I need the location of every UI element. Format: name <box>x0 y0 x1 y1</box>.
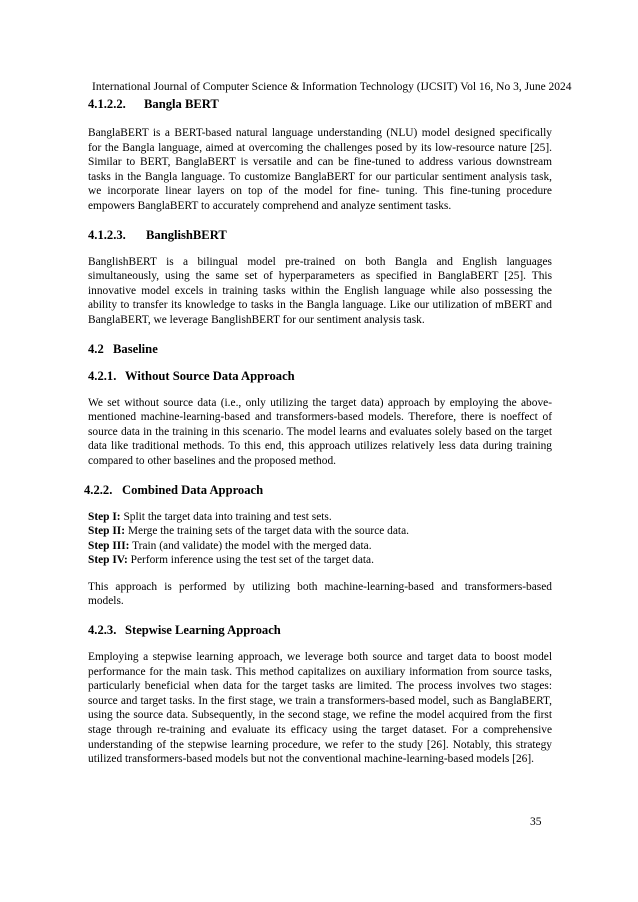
running-header: International Journal of Computer Science & Information Technology (IJCSIT) Vol 16, No 3, June 2024 <box>92 81 572 93</box>
section-heading-4-2-1 <box>88 369 552 384</box>
paragraph-banglishbert: BanglishBERT is a bilingual model pre-trained on both Bangla and English languages simultaneously, using the same set of hyperparameters as specified in BanglaBERT [25]. This innovative model excels in training tasks within the English language while also possessing the ability to transfer its knowledge to tasks in the Bangla language. Like our utilization of mBERT and BanglaBERT, we leverage BanglishBERT for our sentiment analysis task. <box>88 255 552 326</box>
section-title: Bangla BERT <box>144 97 219 111</box>
steps-list <box>88 510 552 568</box>
page-number: 35 <box>530 816 542 828</box>
step-label: Step II: <box>88 525 126 538</box>
paragraph-stepwise: Employing a stepwise learning approach, we leverage both source and target data to boost model performance for the main task. This method capitalizes on auxiliary information from source tasks, particularly beneficial when data for the target tasks are limited. The process involves two stages: source and target tasks. In the first stage, we train a transformers-based model, such as BanglaBERT, using the source data. Subsequently, in the second stage, we refine the model acquired from the first stage through re-training and evaluate its efficacy using the target dataset. For a comprehensive understanding of the stepwise learning procedure, we refer to the study [26]. Notably, this strategy utilized transformers-based models but not the conventional machine-learning-based models [26]. <box>88 651 552 766</box>
paragraph-combined: This approach is performed by utilizing both machine-learning-based and transformers-based models. <box>88 580 552 608</box>
section-heading-4-2 <box>88 342 552 357</box>
section-title: Stepwise Learning Approach <box>125 623 281 638</box>
step-text: Split the target data into training and test sets. <box>120 510 332 523</box>
section-heading-4-2-3 <box>88 623 552 638</box>
step-text: Train (and validate) the model with the merged data. <box>129 539 372 552</box>
section-heading-4-1-2-3 <box>88 228 552 243</box>
step-label: Step III: <box>88 539 130 552</box>
step-item <box>88 553 552 568</box>
step-text: Merge the training sets of the target data with the source data. <box>125 525 409 538</box>
section-title: Without Source Data Approach <box>125 368 295 383</box>
page-body <box>84 97 552 767</box>
step-item <box>88 510 552 525</box>
section-number: 4.1.2.3. <box>88 227 126 242</box>
section-title: BanglishBERT <box>146 227 227 242</box>
section-number: 4.2.3. <box>88 623 117 638</box>
step-item <box>88 524 552 539</box>
section-title: Combined Data Approach <box>122 482 264 497</box>
step-label: Step I: <box>88 510 121 523</box>
step-item <box>88 539 552 554</box>
step-label: Step IV: <box>88 554 128 567</box>
section-title: Baseline <box>113 341 158 356</box>
section-number: 4.2.2. <box>84 482 113 497</box>
paragraph-banglabert: BanglaBERT is a BERT-based natural language understanding (NLU) model designed specifically for the Bangla language, aimed at overcoming the challenges posed by its low-resource nature [25]. Similar to BERT, BanglaBERT is versatile and can be fine-tuned to address various downstream tasks in the Bangla language. To customize BanglaBERT for our particular sentiment analysis task, we incorporate linear layers on top of the model for fine- tuning. This fine-tuning procedure empowers BanglaBERT to accurately comprehend and analyze sentiment tasks. <box>88 127 552 212</box>
paragraph-without-source: We set without source data (i.e., only utilizing the target data) approach by employing the above-mentioned machine-learning-based and transformers-based models. Therefore, there is noeffect of source data in the training in this scenario. The model learns and evaluates solely based on the target data like traditional methods. To this end, this approach utilizes relatively less data during training compared to other baselines and the proposed method. <box>88 396 552 467</box>
step-text: Perform inference using the test set of the target data. <box>127 554 374 567</box>
section-number: 4.2.1. <box>88 368 117 383</box>
section-heading-4-2-2 <box>84 483 552 498</box>
section-number: 4.1.2.2. <box>88 97 126 111</box>
section-heading-4-1-2-2 <box>88 97 552 112</box>
section-number: 4.2 <box>88 341 104 356</box>
